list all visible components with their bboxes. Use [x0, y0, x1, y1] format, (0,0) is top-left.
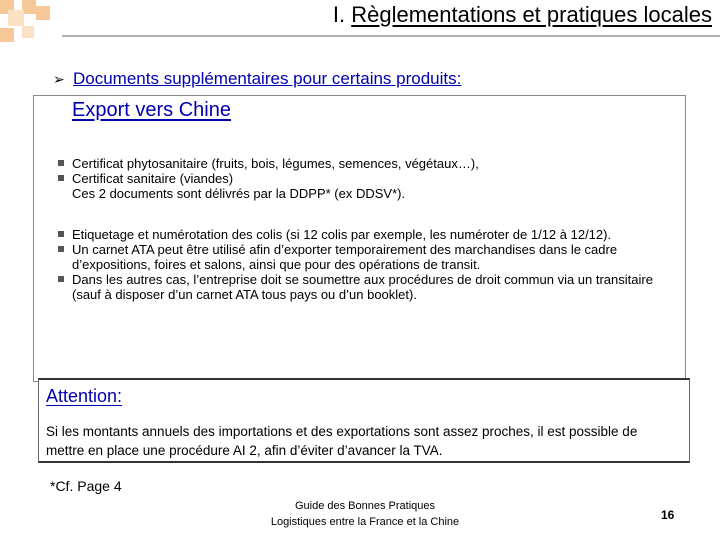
list-item: Dans les autres cas, l’entreprise doit se soumettre aux procédures de droit commun via un transitaire (sauf à disposer d’un carnet ATA tous pays ou d’un booklet).: [46, 272, 676, 302]
footer-line-1: Guide des Bonnes Pratiques: [294, 500, 436, 512]
square-bullet-icon: [58, 175, 64, 181]
title-main: Règlementations et pratiques locales: [351, 2, 712, 27]
box-title: Export vers Chine: [72, 99, 231, 121]
section-heading: [53, 69, 461, 89]
export-china-box: [33, 95, 686, 382]
section-heading-text: Documents supplémentaires pour certains produits:: [73, 69, 462, 88]
page-number: 16: [661, 508, 675, 522]
square-bullet-icon: [58, 276, 64, 282]
square-bullet-icon: [58, 231, 64, 237]
list-item-note: Ces 2 documents sont délivrés par la DDPP* (ex DDSV*).: [72, 186, 406, 201]
title-divider: [62, 35, 720, 37]
decorative-squares: [0, 0, 60, 45]
list-item: Un carnet ATA peut être utilisé afin d’exporter temporairement des marchandises dans le cadre d’expositions, foires et salons, ainsi que pour des opérations de transit.: [46, 242, 676, 272]
footer: [250, 498, 480, 530]
footer-line-2: Logistiques entre la France et la Chine: [270, 516, 460, 528]
requirements-list: [46, 156, 676, 302]
attention-body: Si les montants annuels des importations et des exportations sont assez proches, il est possible de mettre en place une procédure AI 2, afin d’éviter d’avancer la TVA.: [46, 424, 638, 458]
square-bullet-icon: [58, 246, 64, 252]
list-item: Certificat phytosanitaire (fruits, bois, légumes, semences, végétaux…),: [46, 156, 676, 171]
title-prefix: I.: [332, 2, 352, 27]
footnote: *Cf. Page 4: [50, 478, 122, 494]
arrow-bullet-icon: ➢: [53, 71, 65, 87]
list-item: Certificat sanitaire (viandes): [46, 171, 676, 186]
attention-title: Attention:: [46, 386, 123, 406]
page-title: [333, 2, 712, 28]
list-item: Etiquetage et numérotation des colis (si 12 colis par exemple, les numéroter de 1/12 à 12/12).: [46, 227, 676, 242]
square-bullet-icon: [58, 160, 64, 166]
attention-box: [38, 378, 690, 463]
